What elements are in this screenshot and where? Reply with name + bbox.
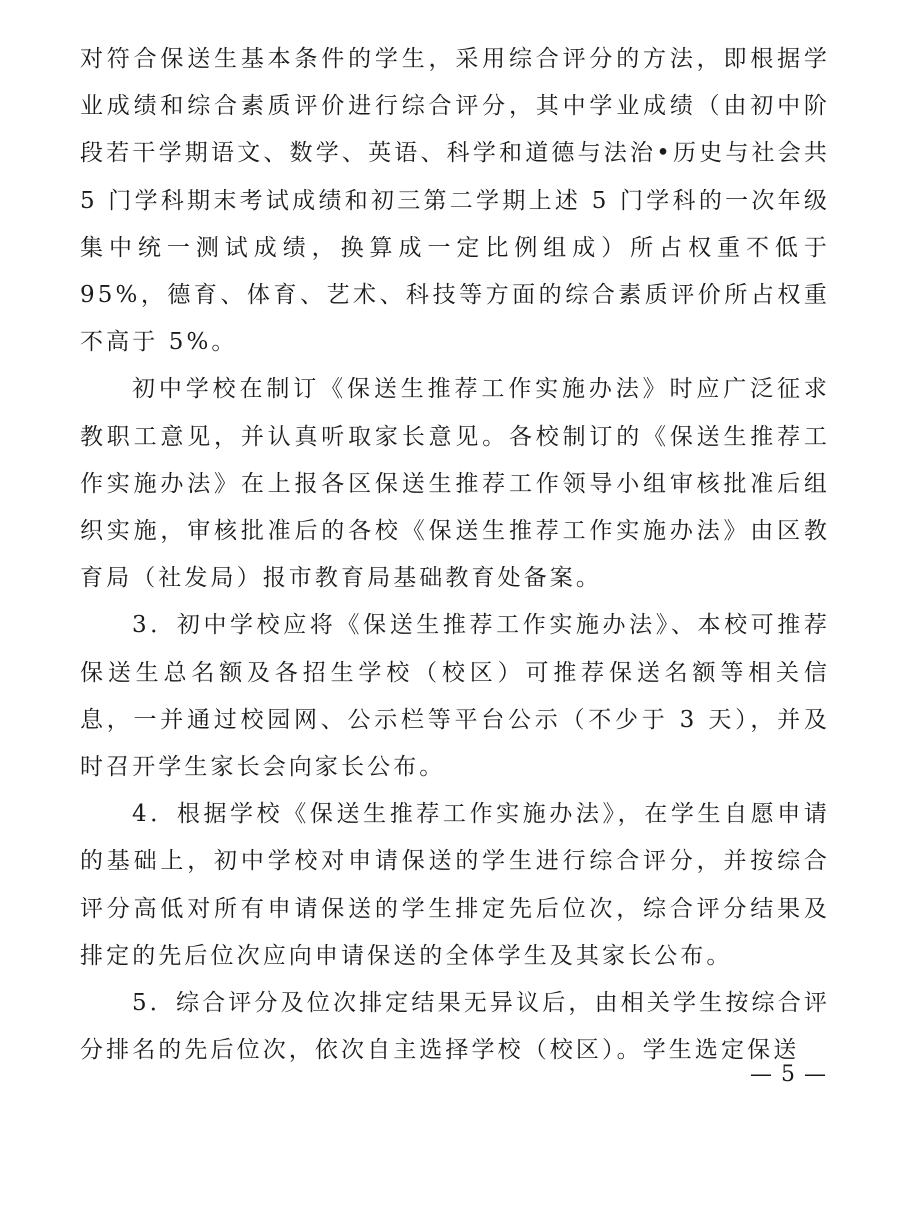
paragraph-item-5: 5．综合评分及位次排定结果无异议后，由相关学生按综合评分排名的先后位次，依次自主选择学校（校区）。学生选定保送 [80,990,830,1064]
paragraph-solicit-opinions: 初中学校在制订《保送生推荐工作实施办法》时应广泛征求教职工意见，并认真听取家长意见。各校制订的《保送生推荐工作实施办法》在上报各区保送生推荐工作领导小组审核批准后组织实施，审核批准后的各校《保送生推荐工作实施办法》由区教育局（社发局）报市教育局基础教育处备案。 [80,376,830,592]
paragraph-item-3: 3．初中学校应将《保送生推荐工作实施办法》、本校可推荐保送生总名额及各招生学校（校区）可推荐保送名额等相关信息，一并通过校园网、公示栏等平台公示（不少于 3 天），并及时召开学生家长会向家长公布。 [80,612,830,781]
document-body [80,36,830,1074]
page-number: — 5 — [750,1062,827,1087]
paragraph-continuation: 对符合保送生基本条件的学生，采用综合评分的方法，即根据学业成绩和综合素质评价进行综合评分，其中学业成绩（由初中阶段若干学期语文、数学、英语、科学和道德与法治•历史与社会共 5 门学科期末考试成绩和初三第二学期上述 5 门学科的一次年级集中统一测试成绩，换算成一定比例组成）所占权重不低于95%，德育、体育、艺术、科技等方面的综合素质评价所占权重不高于 5%。 [80,46,830,356]
paragraph-item-4: 4．根据学校《保送生推荐工作实施办法》，在学生自愿申请的基础上，初中学校对申请保送的学生进行综合评分，并按综合评分高低对所有申请保送的学生排定先后位次，综合评分结果及排定的先后位次应向申请保送的全体学生及其家长公布。 [80,801,830,969]
